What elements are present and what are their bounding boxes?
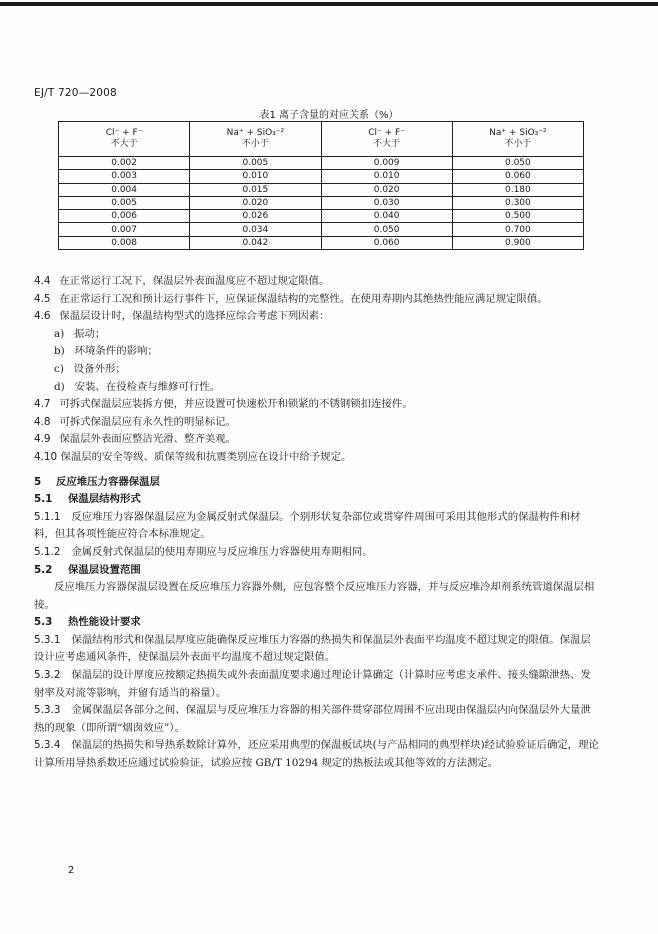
table-cell: 0.900 <box>452 236 583 249</box>
clause-text: 保温层的安全等级、质保等级和抗震类别应在设计中给予规定。 <box>60 450 352 463</box>
list-marker: c) <box>54 362 64 375</box>
clause-number: 5.1.1 <box>34 510 61 523</box>
table-cell: 0.009 <box>321 157 452 170</box>
clause-text: 金属保温层各部分之间、保温层与反应堆压力容器的相关部件贯穿部位周围不应出现由保温层内向保温层外大量泄热的现象（即所谓“烟囱效应”）。 <box>34 704 591 734</box>
section-title: 保温层设置范围 <box>68 563 141 576</box>
list-marker: b) <box>54 345 65 358</box>
clause-5-3-2 <box>34 667 600 702</box>
clause-text: 在正常运行工况和预计运行事件下，应保证保温结构的完整性。在使用寿期内其绝热性能应满足规定限值。 <box>59 292 548 305</box>
document-body <box>34 273 600 773</box>
clause-4-7 <box>34 396 600 414</box>
section-5-1-heading <box>34 491 600 509</box>
table-cell: 0.034 <box>190 223 321 236</box>
col-label: Na⁺ + SiO₃⁻² <box>226 128 285 138</box>
ion-content-table <box>58 121 584 250</box>
page-number: 2 <box>68 865 75 876</box>
clause-text: 可拆式保温层应装拆方便，并应设置可快速松开和锁紧的不锈钢锁扣连接件。 <box>59 398 413 411</box>
section-5-2-heading <box>34 562 600 580</box>
clause-text: 保温层的热损失和导热系数除计算外，还应采用典型的保温板试块(与产品相同的典型样块)经试验验证后确定，理论计算所用导热系数还应通过试验验证，试验应按 GB/T 10294 规定的热板法或其他等效的方法测定。 <box>34 739 599 770</box>
clause-number: 5.3.2 <box>34 669 61 682</box>
clause-4-10 <box>34 449 600 467</box>
table-cell: 0.020 <box>190 196 321 209</box>
table-cell: 0.026 <box>190 210 321 223</box>
table-cell: 0.003 <box>59 170 190 183</box>
clause-text: 在正常运行工况下，保温层外表面温度应不超过规定限值。 <box>59 275 330 287</box>
clause-number: 5.3.3 <box>34 704 61 717</box>
table-header-cell <box>452 122 583 157</box>
clause-number: 4.7 <box>34 398 51 411</box>
clause-text: 保温层设计时，保温结构型式的选择应综合考虑下列因素： <box>59 310 330 323</box>
col-label: Cl⁻ + F⁻ <box>105 128 143 138</box>
clause-text: 金属反射式保温层的使用寿期应与反应堆压力容器使用寿期相同。 <box>71 545 373 558</box>
clause-number: 4.4 <box>34 275 51 287</box>
table-caption: 表1 离子含量的对应关系（%） <box>259 110 399 121</box>
section-number: 5 <box>34 475 42 488</box>
section-number: 5.2 <box>34 563 53 576</box>
document-id: EJ/T 720—2008 <box>34 87 117 99</box>
table-row <box>59 183 584 196</box>
section-title: 热性能设计要求 <box>68 616 141 629</box>
clause-number: 5.1.2 <box>34 545 61 558</box>
table-cell: 0.006 <box>59 210 190 223</box>
table-cell: 0.008 <box>59 236 190 249</box>
table-header-row <box>59 122 584 157</box>
list-item <box>34 343 600 361</box>
col-label: Na⁺ + SiO₃⁻² <box>489 128 547 138</box>
list-text: 振动； <box>74 327 106 340</box>
list-text: 设备外形； <box>73 362 126 375</box>
clause-text: 保温结构形式和保温层厚度应能确保反应堆压力容器的热损失和保温层外表面平均温度不超过规定的限值。保温层设计应考虑通风条件，使保温层外表面平均温度不超过规定限值。 <box>34 633 591 664</box>
clause-number: 4.6 <box>34 310 51 323</box>
list-item <box>34 379 600 397</box>
table-cell: 0.005 <box>190 157 321 170</box>
list-item <box>34 361 600 379</box>
list-text: 安装、在役检查与维修可行性。 <box>74 380 221 393</box>
table-cell: 0.042 <box>190 236 321 249</box>
list-text: 环境条件的影响； <box>74 345 158 358</box>
col-sub: 不小于 <box>241 139 269 149</box>
table-cell: 0.700 <box>452 223 583 236</box>
clause-number: 4.9 <box>34 433 51 446</box>
clause-number: 5.3.4 <box>34 739 61 752</box>
clause-text: 保温层的设计厚度应按额定热损失或外表面温度要求通过理论计算确定（计算时应考虑支承件、接头缝隙泄热、发射率及对流等影响，并留有适当的裕量）。 <box>34 669 591 699</box>
clause-text: 保温层外表面应整洁光滑、整齐美观。 <box>59 433 236 446</box>
clause-number: 4.5 <box>34 292 51 305</box>
clause-4-4 <box>34 273 600 291</box>
section-number: 5.3 <box>34 616 53 629</box>
clause-text: 反应堆压力容器保温层应为金属反射式保温层。个别形状复杂部位或贯穿件周围可采用其他形式的保温构件和材料，但其各项性能应符合本标准规定。 <box>34 510 581 541</box>
section-5-heading <box>34 474 600 492</box>
table-cell: 0.030 <box>321 196 452 209</box>
table-header-cell <box>190 122 321 157</box>
table-header-cell <box>59 122 190 157</box>
table-cell: 0.050 <box>452 157 583 170</box>
clause-4-6 <box>34 308 600 326</box>
col-sub: 不小于 <box>504 139 532 149</box>
list-marker: a) <box>54 327 65 340</box>
clause-number: 4.10 <box>34 450 58 463</box>
table-cell: 0.005 <box>59 196 190 209</box>
table-cell: 0.180 <box>452 183 583 196</box>
clause-5-3-1 <box>34 632 600 667</box>
clause-number: 5.3.1 <box>34 633 61 646</box>
clause-text: 可拆式保温层应有永久性的明显标记。 <box>59 415 236 428</box>
table-cell: 0.002 <box>59 157 190 170</box>
top-rule <box>0 2 658 6</box>
col-sub: 不大于 <box>373 139 401 149</box>
table-cell: 0.004 <box>59 183 190 196</box>
table-cell: 0.060 <box>452 170 583 183</box>
col-sub: 不大于 <box>110 139 138 149</box>
list-item <box>34 326 600 344</box>
clause-4-8 <box>34 414 600 432</box>
clause-4-9 <box>34 431 600 449</box>
paragraph-5-2: 反应堆压力容器保温层设置在反应堆压力容器外侧，应包容整个反应堆压力容器，并与反应堆冷却剂系统管道保温层相接。 <box>34 581 595 611</box>
table-cell: 0.007 <box>59 223 190 236</box>
table-cell: 0.060 <box>321 236 452 249</box>
section-title: 反应堆压力容器保温层 <box>56 475 160 488</box>
table-cell: 0.040 <box>321 210 452 223</box>
table-cell: 0.500 <box>452 210 583 223</box>
table-cell: 0.020 <box>321 183 452 196</box>
table-cell: 0.010 <box>190 170 321 183</box>
table-cell: 0.015 <box>190 183 321 196</box>
col-label: Cl⁻ + F⁻ <box>368 128 405 138</box>
clause-5-3-3 <box>34 702 600 737</box>
table-row <box>59 196 584 209</box>
table-cell: 0.300 <box>452 196 583 209</box>
clause-5-3-4 <box>34 737 600 772</box>
table-row <box>59 223 584 236</box>
section-5-3-heading <box>34 614 600 632</box>
clause-5-1-1 <box>34 509 600 544</box>
table-row <box>59 236 584 249</box>
table-row <box>59 170 584 183</box>
section-title: 保温层结构形式 <box>68 493 141 506</box>
section-number: 5.1 <box>34 493 53 506</box>
table-row <box>59 157 584 170</box>
list-marker: d) <box>54 380 65 393</box>
table-cell: 0.010 <box>321 170 452 183</box>
table-header-cell <box>321 122 452 157</box>
table-row <box>59 210 584 223</box>
table-cell: 0.050 <box>321 223 452 236</box>
clause-4-5 <box>34 291 600 309</box>
clause-number: 4.8 <box>34 415 51 428</box>
clause-5-1-2 <box>34 544 600 562</box>
